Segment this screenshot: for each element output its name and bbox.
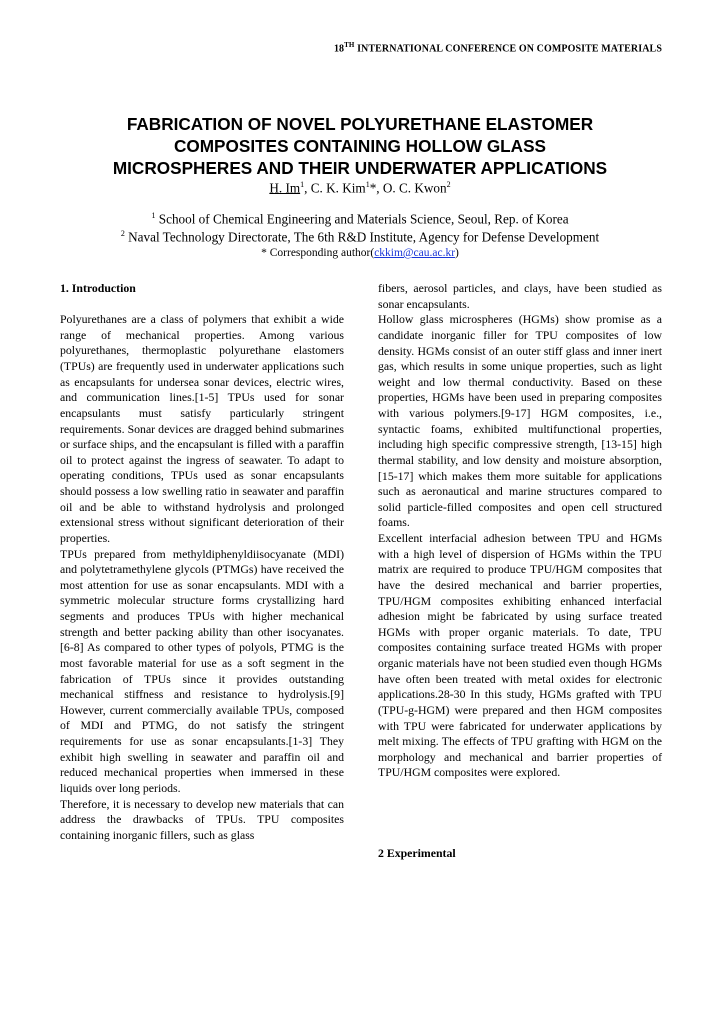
title-line-1: FABRICATION OF NOVEL POLYURETHANE ELASTOMER bbox=[126, 114, 594, 134]
author-3-sup: 2 bbox=[446, 180, 451, 189]
right-paragraph-1: fibers, aerosol particles, and clays, have been studied as sonar encapsulants. bbox=[378, 281, 662, 311]
corresponding-author bbox=[60, 247, 660, 259]
section-heading-experimental: 2 Experimental bbox=[378, 846, 456, 860]
affiliation-2-sup: 2 bbox=[120, 229, 125, 238]
running-header bbox=[0, 41, 662, 54]
intro-paragraph-1: Polyurethanes are a class of polymers that exhibit a wide range of mechanical properties. Among various polyurethanes, thermoplastic polyurethane elastomers (TPUs) are frequently used in underwater applications such as encapsulants for undersea sonar devices, electric wires, and communication lines.[1-5] TPUs used for sonar encapsulants must satisfy particularly stringent requirements. Sonar devices are dragged behind submarines or surface ships, and the encapsulant is filled with a paraffin oil to protect against the ingress of seawater. To adapt to operating conditions, TPUs used as sonar encapsulants should possess a low swelling ratio in seawater and paraffin oil and be able to withstand hydrolysis and prolonged extensional stress without significant deterioration of their properties. bbox=[60, 312, 344, 545]
affiliation-1 bbox=[40, 211, 680, 227]
title-line-3: MICROSPHERES AND THEIR UNDERWATER APPLICATIONS bbox=[112, 158, 608, 178]
affiliation-2 bbox=[40, 229, 680, 245]
title-line-2: COMPOSITES CONTAINING HOLLOW GLASS bbox=[173, 136, 547, 156]
author-2-name: , C. K. Kim bbox=[304, 180, 366, 196]
affiliation-2-text: Naval Technology Directorate, The 6th R&D Institute, Agency for Defense Development bbox=[124, 229, 600, 245]
author-2-sup: 1 bbox=[365, 180, 370, 189]
corr-suffix: ) bbox=[455, 247, 459, 259]
corr-prefix: * Corresponding author( bbox=[261, 247, 375, 259]
author-1-sup: 1 bbox=[300, 180, 305, 189]
header-ordinal: 18 bbox=[333, 43, 345, 55]
corr-email-link[interactable]: ckkim@cau.ac.kr bbox=[374, 247, 456, 259]
right-paragraph-3: Excellent interfacial adhesion between TPU and HGMs with a high level of dispersion of HGMs within the TPU matrix are required to produce TPU/HGM composites that have the desired mechanical and barrier properties, TPU/HGM composites exhibiting enhanced interfacial adhesion might be fabricated by using surface treated HGMs with proper organic materials. To date, TPU composites containing surface treated HGMs with proper organic materials have not been studied even though HGMs have often been treated with metal oxides for electronic applications.28-30 In this study, HGMs grafted with TPU (TPU-g-HGM) were prepared and then HGM composites with TPU were fabricated for underwater applications by melt mixing. The effects of TPU grafting with HGM on the morphology and mechanical and barrier properties of TPU/HGM composites were explored. bbox=[378, 531, 662, 780]
author-1-name: H. Im bbox=[269, 180, 301, 196]
header-text: INTERNATIONAL CONFERENCE ON COMPOSITE MATERIALS bbox=[354, 43, 662, 55]
header-ordinal-suffix: TH bbox=[344, 41, 355, 49]
affiliation-1-text: School of Chemical Engineering and Materials Science, Seoul, Rep. of Korea bbox=[155, 211, 569, 227]
left-column bbox=[60, 281, 344, 843]
intro-paragraph-3: Therefore, it is necessary to develop new materials that can address the drawbacks of TPUs. TPU composites containing inorganic fillers, such as glass bbox=[60, 796, 344, 842]
paper-title bbox=[60, 113, 660, 179]
section-heading-introduction: 1. Introduction bbox=[60, 281, 136, 295]
affiliation-1-sup: 1 bbox=[151, 211, 156, 220]
author-list bbox=[60, 180, 660, 196]
right-paragraph-2: Hollow glass microspheres (HGMs) show promise as a candidate inorganic filler for TPU composites of low density. HGMs consist of an outer stiff glass and inner inert gas, which results in some unique properties, such as light weight and low thermal conductivity. Based on these properties, HGMs have been used in preparing composites with various polymers.[9-17] HGM composites, i.e., syntactic foams, exhibited multifunctional properties, including high specific compressive strength, [13-15] high thermal stability, and low density and moisture absorption,[15-17] which makes them more suitable for applications such as aeronautical and marine structures compared to solid particle-filled composites and open cell structured foams. bbox=[378, 312, 662, 530]
author-3-name: *, O. C. Kwon bbox=[369, 180, 447, 196]
right-column bbox=[378, 281, 662, 781]
intro-paragraph-2: TPUs prepared from methyldiphenyldiisocyanate (MDI) and polytetramethylene glycols (PTMGs) have received the most attention for use as sonar encapsulants. MDI with a symmetric molecular structure forms crystallizing hard segments and produces TPUs with higher mechanical strength and better packing ability than other isocyanates.[6-8] As compared to other types of polyols, PTMG is the most favorable material for use as a soft segment in the fabrication of TPUs since it provides outstanding mechanical stiffness and resistance to hydrolysis.[9] However, current commercially available TPUs, composed of MDI and PTMG, do not satisfy the stringent requirements for use as sonar encapsulants.[1-3] They exhibit high swelling in seawater and paraffin oil and reduced mechanical properties when immersed in these liquids over long periods. bbox=[60, 546, 344, 795]
